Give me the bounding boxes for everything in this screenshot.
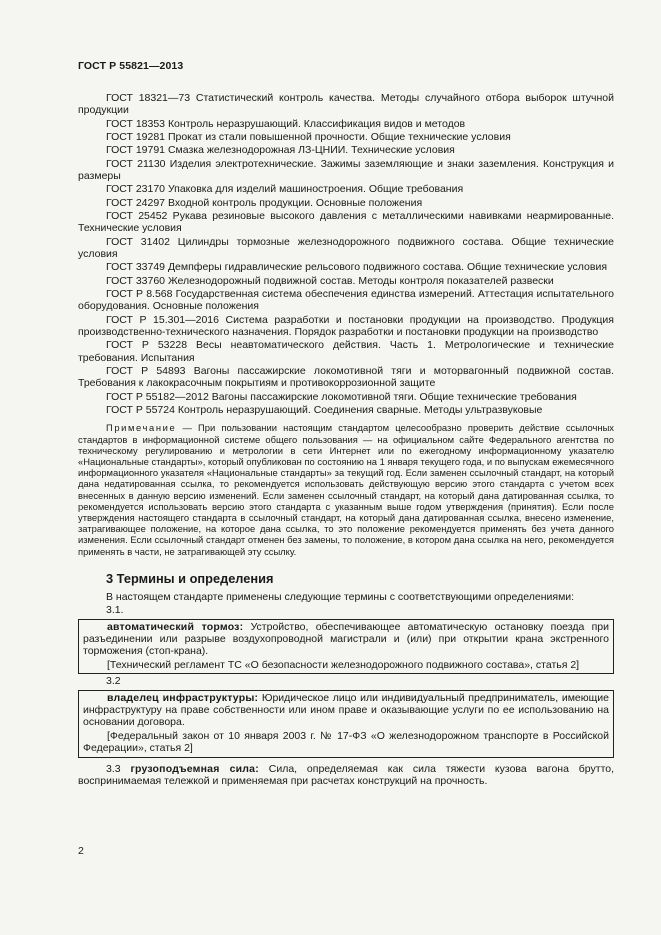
term-definition-text: Устройство, обеспечивающее автоматическую остановку поезда при разъединении или разрыве воздухопроводной магистрали и (или) при открытии крана экстренного торможения (стоп-крана). xyxy=(83,620,609,658)
note-label: Примечание xyxy=(106,422,177,434)
term-box xyxy=(78,690,614,758)
reference-item: ГОСТ Р 15.301—2016 Система разработки и постановки продукции на производство. Продукция производственно-технического назначения. Порядок разработки и постановки продукции на производство xyxy=(78,313,614,338)
term-box xyxy=(78,619,614,675)
reference-item: ГОСТ 31402 Цилиндры тормозные железнодорожного подвижного состава. Общие технические условия xyxy=(78,235,614,260)
reference-item: ГОСТ 18353 Контроль неразрушающий. Классификация видов и методов xyxy=(106,117,466,130)
term-source: [Федеральный закон от 10 января 2003 г. № 17-ФЗ «О железнодорожном транспорте в Российской Федерации», статья 2] xyxy=(83,729,609,755)
references-list xyxy=(78,92,614,416)
reference-item: ГОСТ 21130 Изделия электротехнические. Зажимы заземляющие и знаки заземления. Конструкция и размеры xyxy=(78,157,614,182)
term-name: владелец инфраструктуры: xyxy=(107,691,259,704)
reference-item: ГОСТ 23170 Упаковка для изделий машиностроения. Общие требования xyxy=(106,183,464,196)
note-paragraph xyxy=(78,422,614,556)
section-title: 3 Термины и определения xyxy=(106,570,274,586)
reference-item: ГОСТ Р 55724 Контроль неразрушающий. Соединения сварные. Методы ультразвуковые xyxy=(106,404,543,416)
reference-item: ГОСТ 18321—73 Статистический контроль качества. Методы случайного отбора выборок штучной продукции xyxy=(78,92,614,117)
term-number: 3.1. xyxy=(106,604,124,617)
term-definition-text: Юридическое лицо или индивидуальный предприниматель, имеющие инфраструктуру на праве собственности или ином праве и оказывающие услуги по ее использованию на основании договора. xyxy=(83,691,609,729)
note-text: — При пользовании настоящим стандартом целесообразно проверить действие ссылочных стандартов в информационной системе общего пользования — на официальном сайте Федерального агентства по техническому регулированию и метрологии в сети Интернет или по ежегодному информационному указателю «Национальные стандарты», который опубликован по состоянию на 1 января текущего года, и по выпускам ежемесячного информационного указателя «Национальные стандарты» за текущий год. Если заменен ссылочный стандарт, на который дана недатированная ссылка, то рекомендуется использовать действующую версию этого стандарта с учетом всех внесенных в данную версию изменений. Если заменен ссылочный стандарт, на который дана датированная ссылка, то рекомендуется использовать версию этого стандарта с указанным выше годом утверждения (принятия). Если после утверждения настоящего стандарта в ссылочный стандарт, на который дана датированная ссылка, внесено изменение, затрагивающее положение, на которое дана ссылка, то это положение рекомендуется применять без учета данного изменения. Если ссылочный стандарт отменен без замены, то положение, в котором дана ссылка на него, рекомендуется применять в части, не затрагивающей эту ссылку. xyxy=(78,422,614,557)
page-number: 2 xyxy=(78,845,84,857)
reference-item: ГОСТ Р 8.568 Государственная система обеспечения единства измерений. Аттестация испытательного оборудования. Основные положения xyxy=(78,287,614,313)
document-body xyxy=(78,92,614,787)
reference-item: ГОСТ 33749 Демпферы гидравлические рельсового подвижного состава. Общие технические условия xyxy=(106,261,608,274)
term-number: 3.3 xyxy=(106,762,131,775)
reference-item: ГОСТ 19281 Прокат из стали повышенной прочности. Общие технические условия xyxy=(106,131,511,143)
term-definition xyxy=(83,621,609,658)
reference-item: ГОСТ Р 54893 Вагоны пассажирские локомотивной тяги и моторвагонный подвижной состав. Требования к лакокрасочным покрытиям и противокоррозионной защите xyxy=(78,365,614,390)
page-header: ГОСТ Р 55821—2013 xyxy=(78,60,184,72)
reference-item: ГОСТ 19791 Смазка железнодорожная ЛЗ-ЦНИИ. Технические условия xyxy=(106,144,455,157)
term-number: 3.2 xyxy=(106,675,121,688)
term-name: грузоподъемная сила: xyxy=(130,762,259,775)
reference-item: ГОСТ Р 53228 Весы неавтоматического действия. Часть 1. Метрологические и технические требования. Испытания xyxy=(78,339,614,364)
term-name: автоматический тормоз: xyxy=(107,620,244,633)
reference-item: ГОСТ 25452 Рукава резиновые высокого давления с металлическими навивками неармированные. Технические условия xyxy=(78,209,614,235)
reference-item: ГОСТ 33760 Железнодорожный подвижной состав. Методы контроля показателей развески xyxy=(106,274,554,287)
term-source: [Технический регламент ТС «О безопасности железнодорожного подвижного состава», статья 2] xyxy=(107,658,580,671)
term-definition xyxy=(83,692,609,729)
reference-item: ГОСТ 24297 Входной контроль продукции. Основные положения xyxy=(106,196,423,209)
section-intro: В настоящем стандарте применены следующие термины с соответствующими определениями: xyxy=(106,590,575,603)
term-definition-text: Сила, определяемая как сила тяжести кузова вагона брутто, воспринимаемая тележкой и применяемая при расчетах конструкций на прочность. xyxy=(78,762,615,787)
term-definition xyxy=(78,763,614,788)
reference-item: ГОСТ Р 55182—2012 Вагоны пассажирские локомотивной тяги. Общие технические требования xyxy=(106,390,577,403)
